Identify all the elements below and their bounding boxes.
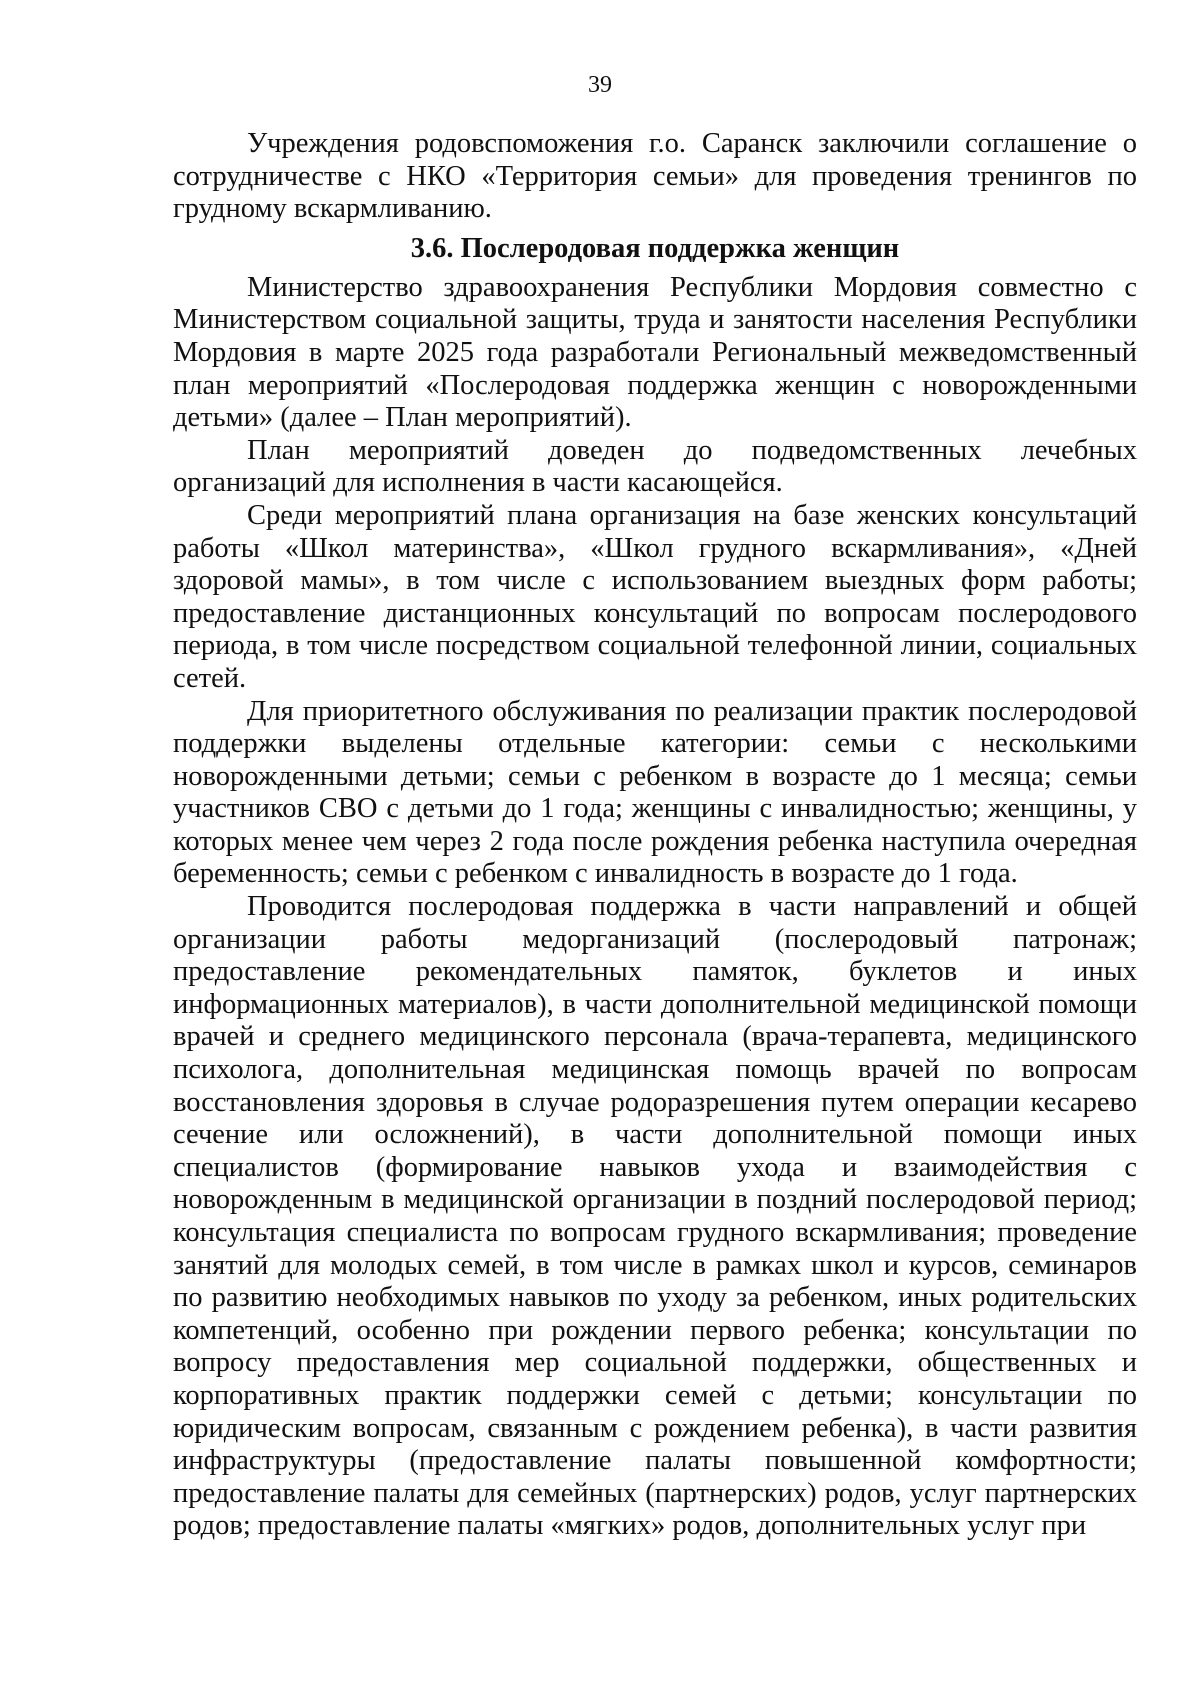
document-body (173, 128, 1137, 1543)
intro-paragraph: Учреждения родовспоможения г.о. Саранск заключили соглашение о сотрудничестве с НКО «Территория семьи» для проведения тренингов по грудному вскармливанию. (173, 128, 1137, 225)
body-paragraph: Среди мероприятий плана организация на базе женских консультаций работы «Школ материнства», «Школ грудного вскармливания», «Дней здоровой мамы», в том числе с использованием выездных форм работы; предоставление дистанционных консультаций по вопросам послеродового периода, в том числе посредством социальной телефонной линии, социальных сетей. (173, 499, 1137, 694)
body-paragraph: План мероприятий доведен до подведомственных лечебных организаций для исполнения в части касающейся. (173, 434, 1137, 499)
body-paragraph: Для приоритетного обслуживания по реализации практик послеродовой поддержки выделены отдельные категории: семьи с несколькими новорожденными детьми; семьи с ребенком в возрасте до 1 месяца; семьи участников СВО с детьми до 1 года; женщины с инвалидностью; женщины, у которых менее чем через 2 года после рождения ребенка наступила очередная беременность; семьи с ребенком с инвалидность в возрасте до 1 года. (173, 695, 1137, 890)
body-paragraph: Министерство здравоохранения Республики Мордовия совместно с Министерством социальной защиты, труда и занятости населения Республики Мордовия в марте 2025 года разработали Региональный межведомственный план мероприятий «Послеродовая поддержка женщин с новорожденными детьми» (далее – План мероприятий). (173, 271, 1137, 434)
body-paragraph: Проводится послеродовая поддержка в части направлений и общей организации работы медорганизаций (послеродовый патронаж; предоставление рекомендательных памяток, буклетов и иных информационных материалов), в части дополнительной медицинской помощи врачей и среднего медицинского персонала (врача-терапевта, медицинского психолога, дополнительная медицинская помощь врачей по вопросам восстановления здоровья в случае родоразрешения путем операции кесарево сечение или осложнений), в части дополнительной помощи иных специалистов (формирование навыков ухода и взаимодействия с новорожденным в медицинской организации в поздний послеродовой период; консультация специалиста по вопросам грудного вскармливания; проведение занятий для молодых семей, в том числе в рамках школ и курсов, семинаров по развитию необходимых навыков по уходу за ребенком, иных родительских компетенций, особенно при рождении первого ребенка; консультации по вопросу предоставления мер социальной поддержки, общественных и корпоративных практик поддержки семей с детьми; консультации по юридическим вопросам, связанным с рождением ребенка), в части развития инфраструктуры (предоставление палаты повышенной комфортности; предоставление палаты для семейных (партнерских) родов, услуг партнерских родов; предоставление палаты «мягких» родов, дополнительных услуг при (173, 891, 1137, 1542)
page-number: 39 (588, 72, 612, 98)
section-heading: 3.6. Послеродовая поддержка женщин (410, 232, 900, 264)
